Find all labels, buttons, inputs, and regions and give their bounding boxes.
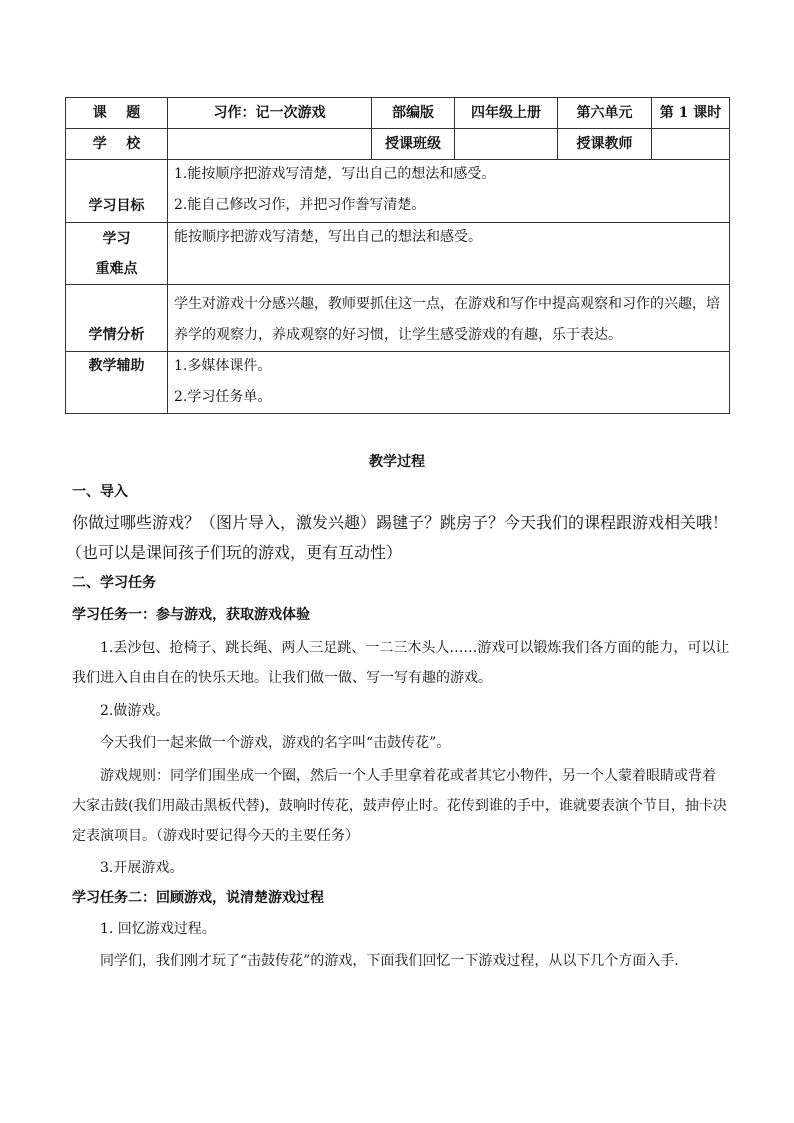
task1-paragraph4-line1: 游戏规则：同学们围坐成一个圈，然后一个人手里拿着花或者其它小物件，另一个人蒙着眼睛或背着 [100, 768, 716, 784]
goals-content [168, 160, 730, 223]
goal-item: 2.能自己修改习作，并把习作誊写清楚。 [174, 197, 426, 213]
teacher-value [652, 129, 730, 160]
task1-paragraph2: 2.做游戏。 [100, 703, 170, 719]
aids-content [168, 352, 730, 414]
section1-line1: 你做过哪些游戏？（图片导入，激发兴趣）踢毽子？跳房子？今天我们的课程跟游戏相关哦！ [72, 513, 729, 532]
aid-item: 1.多媒体课件。 [174, 358, 272, 374]
table-row-school [66, 129, 730, 160]
lesson-info-table [65, 97, 730, 414]
class-label: 授课班级 [372, 129, 455, 160]
teacher-label: 授课教师 [558, 129, 652, 160]
goal-item: 1.能按顺序把游戏写清楚，写出自己的想法和感受。 [174, 166, 496, 182]
analysis-text: 学生对游戏十分感兴趣，教师要抓住这一点，在游戏和写作中提高观察和习作的兴趣，培养学的观察力，养成观察的好习惯，让学生感受游戏的有趣，乐于表达。 [168, 285, 730, 352]
task1-paragraph1-line1: 1.丢沙包、抢椅子、跳长绳、两人三足跳、一二三木头人……游戏可以锻炼我们各方面的能力，可以让 [100, 640, 730, 656]
school-label: 学 校 [66, 129, 168, 160]
section1-line2: （也可以是课间孩子们玩的游戏，更有互动性） [66, 543, 403, 562]
task1-paragraph1-line2: 我们进入自由自在的快乐天地。让我们做一做、写一写有趣的游戏。 [72, 670, 492, 686]
lesson-period: 第 1 课时 [652, 98, 730, 129]
table-row-key-points [66, 223, 730, 285]
unit: 第六单元 [558, 98, 652, 129]
key-points-label-line1: 学习 [102, 230, 131, 247]
table-row-aids [66, 352, 730, 414]
goals-label [66, 160, 168, 223]
section1-title: 一、导入 [72, 484, 128, 500]
aids-label: 教学辅助 [66, 352, 168, 414]
task1-title: 学习任务一：参与游戏，获取游戏体验 [72, 607, 310, 623]
task1-paragraph4-line3: 定表演项目。（游戏时要记得今天的主要任务） [72, 828, 359, 844]
topic-title: 习作：记一次游戏 [168, 98, 372, 129]
task1-paragraph3: 今天我们一起来做一个游戏，游戏的名字叫“击鼓传花”。 [100, 735, 451, 751]
key-points-text: 能按顺序把游戏写清楚，写出自己的想法和感受。 [168, 223, 730, 285]
grade: 四年级上册 [455, 98, 558, 129]
task2-paragraph2: 同学们，我们刚才玩了“击鼓传花”的游戏，下面我们回忆一下游戏过程，从以下几个方面入手. [100, 953, 679, 969]
task1-paragraph5: 3.开展游戏。 [100, 860, 184, 876]
table-row-goals [66, 160, 730, 223]
topic-label: 课 题 [66, 98, 168, 129]
task2-paragraph1: 1. 回忆游戏过程。 [100, 921, 216, 937]
table-row-analysis [66, 285, 730, 352]
analysis-label-text: 学情分析 [88, 327, 145, 343]
edition: 部编版 [372, 98, 455, 129]
section2-title: 二、学习任务 [72, 575, 156, 591]
process-heading: 教学过程 [369, 454, 425, 470]
school-value [168, 129, 372, 160]
key-points-label [66, 223, 168, 285]
task2-title: 学习任务二：回顾游戏，说清楚游戏过程 [72, 890, 324, 906]
task1-paragraph4-line2: 大家击鼓(我们用敲击黑板代替)，鼓响时传花，鼓声停止时。花传到谁的手中，谁就要表演个节目，抽卡决 [72, 798, 727, 814]
class-value [455, 129, 558, 160]
table-row-topic [66, 98, 730, 129]
key-points-label-line2: 重难点 [95, 260, 138, 277]
goals-label-text: 学习目标 [88, 198, 145, 214]
analysis-label [66, 285, 168, 352]
aid-item: 2.学习任务单。 [174, 389, 272, 405]
